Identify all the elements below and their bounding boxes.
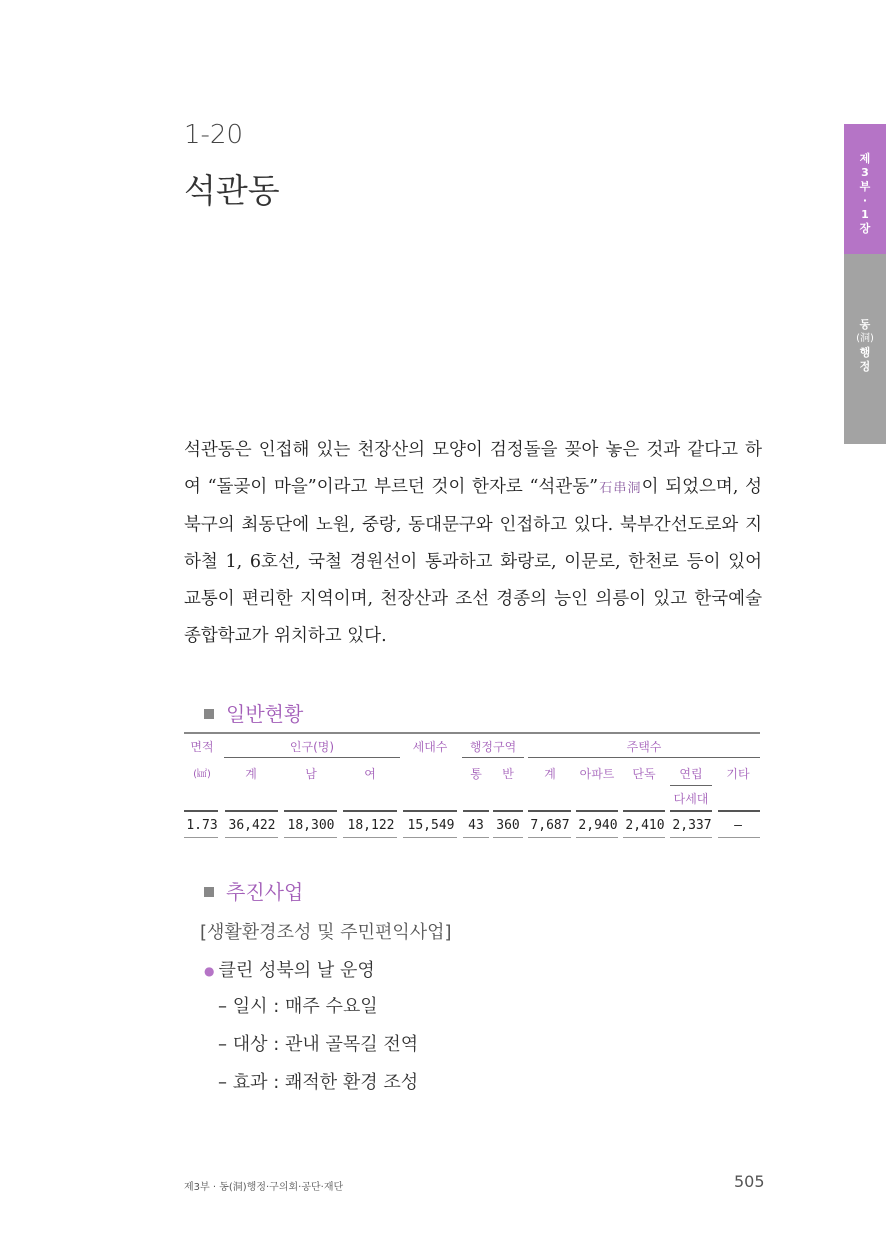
header-house-total: 계 — [544, 767, 556, 781]
header-tong: 통 — [470, 767, 482, 781]
value-tong: 43 — [468, 818, 484, 833]
part-tab-char: 1 — [861, 208, 869, 221]
general-status-heading-label: 일반현황 — [226, 702, 304, 726]
cell-rule — [718, 810, 760, 812]
header-house-apt: 아파트 — [579, 767, 615, 781]
header-rule — [670, 785, 712, 786]
cell-bottom-rule — [493, 837, 523, 838]
value-pop-female: 18,122 — [347, 818, 395, 833]
header-rule — [224, 757, 400, 758]
header-house-detached: 단독 — [632, 767, 656, 781]
intro-paragraph — [184, 432, 762, 655]
header-rule — [462, 757, 524, 758]
cell-bottom-rule — [623, 837, 665, 838]
part-tab-char: · — [862, 194, 868, 207]
cell-rule — [284, 810, 337, 812]
cell-bottom-rule — [576, 837, 618, 838]
projects-heading — [204, 876, 303, 905]
header-area-unit: (㎢) — [193, 769, 211, 780]
cell-bottom-rule — [403, 837, 457, 838]
table-top-border — [184, 732, 760, 734]
projects-subheading: [생활환경조성 및 주민편익사업] — [200, 922, 452, 943]
part-tab — [844, 124, 886, 254]
header-ban: 반 — [502, 767, 514, 781]
part-tab-char: 3 — [861, 166, 869, 179]
cell-rule — [225, 810, 278, 812]
section-tab-char: (洞) — [856, 333, 874, 344]
value-ban: 360 — [496, 818, 520, 833]
footer-text: 제3부 · 동(洞)행정·구의회·공단·재단 — [184, 1182, 344, 1193]
section-tab-char: 행 — [859, 346, 871, 359]
header-pop-male: 남 — [305, 767, 317, 781]
cell-rule — [528, 810, 571, 812]
header-rule — [528, 757, 760, 758]
value-pop-male: 18,300 — [287, 818, 335, 833]
project-detail-target: – 대상 : 관내 골목길 전역 — [218, 1034, 419, 1055]
cell-rule — [184, 810, 218, 812]
value-house-apt: 2,940 — [578, 818, 618, 833]
cell-bottom-rule — [343, 837, 397, 838]
value-house-total: 7,687 — [530, 818, 570, 833]
project-item — [204, 956, 375, 982]
intro-text-before: 석관동은 인접해 있는 천장산의 모양이 검정돌을 꽂아 놓은 것과 같다고 하여 “돌곶이 마을”이라고 부르던 것이 한자로 “석관동” — [184, 440, 762, 497]
value-house-detached: 2,410 — [625, 818, 665, 833]
cell-bottom-rule — [284, 837, 337, 838]
header-households: 세대수 — [412, 740, 448, 754]
page-number: 505 — [734, 1172, 765, 1191]
value-pop-total: 36,422 — [228, 818, 276, 833]
cell-rule — [670, 810, 712, 812]
cell-bottom-rule — [670, 837, 712, 838]
cell-bottom-rule — [463, 837, 489, 838]
cell-bottom-rule — [225, 837, 278, 838]
value-house-row-multi: 2,337 — [672, 818, 712, 833]
project-item-label: 클린 성북의 날 운영 — [218, 960, 375, 981]
projects-heading-label: 추진사업 — [226, 880, 304, 904]
cell-rule — [463, 810, 489, 812]
part-tab-char: 제 — [859, 152, 871, 165]
section-title: 석관동 — [184, 171, 280, 210]
part-tab-char: 부 — [859, 180, 871, 193]
header-pop-total: 계 — [245, 767, 257, 781]
cell-rule — [343, 810, 397, 812]
cell-bottom-rule — [528, 837, 571, 838]
project-detail-effect: – 효과 : 쾌적한 환경 조성 — [218, 1072, 419, 1093]
section-tab-char: 동 — [859, 318, 871, 331]
square-bullet-icon — [204, 887, 214, 897]
header-population: 인구(명) — [289, 740, 335, 754]
project-detail-date: – 일시 : 매주 수요일 — [218, 996, 378, 1017]
header-area: 면적 — [190, 740, 214, 754]
cell-rule — [493, 810, 523, 812]
section-tab — [844, 254, 886, 444]
cell-bottom-rule — [184, 837, 218, 838]
header-house-row: 연립 — [679, 767, 703, 781]
section-number: 1-20 — [184, 120, 244, 150]
header-housing: 주택수 — [626, 740, 662, 754]
square-bullet-icon — [204, 709, 214, 719]
value-area: 1.73 — [186, 818, 218, 833]
cell-bottom-rule — [718, 837, 760, 838]
value-house-other: – — [734, 818, 742, 833]
general-status-heading — [204, 698, 303, 727]
cell-rule — [623, 810, 665, 812]
intro-text-after: 이 되었으며, 성북구의 최동단에 노원, 중랑, 동대문구와 인접하고 있다. 북부간선도로와 지하철 1, 6호선, 국철 경원선이 통과하고 화랑로, 이문로, 한천로 등이 있어 교통이 편리한 지역이며, 천장산과 조선 경종의 능인 의릉이 있고 한국예술종합학교가 위치하고 있다. — [184, 477, 762, 646]
header-admin: 행정구역 — [469, 740, 517, 754]
header-house-other: 기타 — [726, 767, 750, 781]
header-house-multi: 다세대 — [673, 792, 709, 806]
part-tab-char: 장 — [859, 222, 871, 235]
intro-hanja: 石串洞 — [598, 481, 642, 496]
cell-rule — [403, 810, 457, 812]
value-households: 15,549 — [407, 818, 455, 833]
section-tab-char: 정 — [859, 360, 871, 373]
bullet-dot-icon: ● — [204, 964, 215, 978]
cell-rule — [576, 810, 618, 812]
header-pop-female: 여 — [364, 767, 376, 781]
